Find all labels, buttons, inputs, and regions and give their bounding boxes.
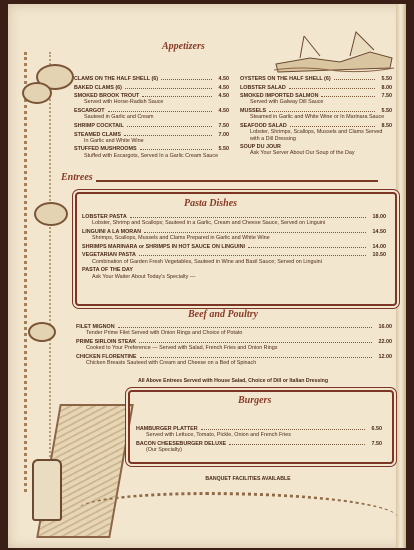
menu-item [240,85,392,91]
section-title-burgers: Burgers [238,395,272,406]
menu-item [76,324,392,337]
appetizers-left-column [74,76,229,161]
leader-dots [124,135,211,136]
menu-item [74,93,229,106]
leader-dots [142,96,211,97]
leader-dots [229,444,364,445]
menu-item-name: STUFFED MUSHROOMS [74,146,137,153]
menu-item-description: Ask Your Waiter About Today's Specialty — [92,273,196,280]
menu-item [82,244,386,250]
menu-item-price: 5.50 [381,108,392,115]
leader-dots [118,327,372,328]
menu-item-price: 16.00 [378,324,392,330]
section-title-pasta: Pasta Dishes [184,198,238,209]
menu-item-row [240,76,392,82]
menu-item-description: In Garlic and White Wine [84,137,144,144]
menu-item-price: 4.50 [218,93,229,100]
menu-item [240,76,392,82]
menu-item-name: LOBSTER PASTA [82,214,127,220]
menu-item-description: Tender Prime Filet Served with Onion Rings and Choice of Potato [86,330,243,337]
menu-item-name: SMOKED IMPORTED SALMON [240,93,319,100]
menu-item-name: CLAMS ON THE HALF SHELL (6) [74,76,159,82]
menu-item-name: SHRIMP COCKTAIL [74,122,124,129]
menu-item-name: PASTA OF THE DAY [82,267,133,274]
menu-item-description: Served with Horse-Radish Sauce [84,99,164,106]
menu-item-name: VEGETARIAN PASTA [82,252,136,259]
menu-item [240,123,392,142]
menu-item-name: HAMBURGER PLATTER [136,426,198,432]
menu-item-name: SMOKED BROOK TROUT [74,93,140,100]
menu-item-price: 8.00 [381,84,392,91]
menu-item-price: 14.00 [372,243,386,250]
menu-item-name: CHICKEN FLORENTINE [76,353,137,360]
menu-item-name: MUSSELS [240,108,267,115]
menu-item [74,123,229,129]
menu-item-name: STEAMED CLAMS [74,131,122,138]
menu-item-row [74,123,229,129]
menu-item-name: BAKED CLAMS (6) [74,84,122,91]
menu-item-description: Shrimps, Scallops, Mussels and Clams Prepared in Garlic and White Wine [92,235,270,242]
lantern-illustration [32,459,62,521]
menu-item-description: Cooked to Your Preference — Served with Salad, French Fries and Onion Rings [86,345,278,352]
menu-item-price: 5.50 [381,76,392,82]
menu-item [74,108,229,121]
leader-dots [125,88,212,89]
leader-dots [144,232,366,233]
menu-item-description: Steamed in Garlic and White Wine or In Marinara Sauce [250,114,385,121]
menu-item-name: SEAFOOD SALAD [240,122,287,129]
rock-illustration [28,322,56,342]
menu-item-price: 14.50 [372,228,386,235]
page-fold [396,4,406,548]
menu-item [82,267,386,280]
leader-dots [140,149,212,150]
menu-item [74,132,229,145]
menu-item-description: Combination of Garden Fresh Vegetables, Sauteed in Wine and Basil Sauce; Served on Linguini [92,258,322,265]
section-title-entrees: Entrees [58,172,96,183]
menu-item-description: Lobster, Shrimps, Scallops, Mussels and Clams Served with a Dill Dressing [250,129,383,142]
menu-item-row [240,85,392,91]
menu-item-row [74,85,229,91]
menu-item-price: 5.50 [218,146,229,153]
shoreline-illustration [78,492,398,535]
menu-item [136,426,382,439]
rock-illustration [34,202,68,226]
menu-item-description: Chicken Breasts Sauteed with Cream and Cheese on a Bed of Spinach [86,360,257,367]
menu-item [74,76,229,82]
leader-dots [139,255,366,256]
leader-dots [269,111,374,112]
menu-item-name: LINGUINI A LA MORAN [82,228,141,235]
menu-item [74,85,229,91]
section-title-beef-poultry: Beef and Poultry [188,309,258,320]
leader-dots [321,96,374,97]
menu-item-name: SOUP DU JOUR [240,144,281,151]
menu-item-name: ESCARGOT [74,108,105,115]
appetizers-right-column [240,76,392,159]
menu-item [136,441,382,454]
pasta-list [82,214,386,282]
section-title-appetizers: Appetizers [162,41,205,52]
menu-item [240,108,392,121]
menu-item-name: FILET MIGNON [76,324,115,330]
leader-dots [248,247,365,248]
menu-item-description: Lobster, Shrimp and Scallops; Sauteed in a Garlic, Cream and Cheese Sauce, Served on Linguini [92,220,326,227]
leader-dots [201,429,365,430]
menu-item-name: OYSTERS ON THE HALF SHELL (6) [240,76,331,82]
menu-item-description: Served with Lettuce, Tomato, Pickle, Onion and French Fries [146,432,291,439]
menu-item-description: (Our Specialty) [146,447,182,454]
leader-dots [290,126,375,127]
menu-item-name: LOBSTER SALAD [240,84,286,91]
harbor-boat-illustration [270,28,398,76]
menu-item-price: 7.50 [218,122,229,129]
menu-item-description: Served with Galway Dill Sauce [250,99,324,106]
menu-item [240,93,392,106]
entrees-rule [96,180,378,182]
menu-item [82,214,386,227]
menu-item-price: 22.00 [378,338,392,345]
menu-item-name: SHRIMPS MARINARA or SHRIMPS IN HOT SAUCE ON LINGUINI [82,243,246,250]
menu-item-price: 4.50 [218,108,229,115]
leader-dots [161,79,211,80]
leader-dots [140,357,372,358]
menu-item-price: 12.00 [378,353,392,360]
leader-dots [334,79,375,80]
burgers-list [136,426,382,456]
menu-item-price: 7.50 [381,93,392,100]
menu-item-price: 4.50 [218,76,229,82]
menu-item-description: Sauteed in Garlic and Cream [84,114,154,121]
menu-item-price: 10.50 [372,252,386,259]
banquet-notice: BANQUET FACILITIES AVAILABLE [205,476,291,482]
menu-item [76,339,392,352]
menu-item-row [82,244,386,250]
menu-page [8,4,406,548]
leader-dots [127,126,212,127]
menu-item-price: 18.00 [372,214,386,220]
menu-item-price: 4.50 [218,84,229,91]
menu-item-description: Stuffed with Escargots, Served In a Garlic Cream Sauce [84,152,219,159]
beef-poultry-list [76,324,392,369]
menu-item-price: 6.50 [371,426,382,432]
leader-dots [108,111,212,112]
menu-item-row [74,76,229,82]
entrees-note: All Above Entrees Served with House Salad, Choice of Dill or Italian Dressing [137,378,329,384]
menu-item [76,354,392,367]
menu-item-name: PRIME SIRLOIN STEAK [76,338,137,345]
leader-dots [130,217,366,218]
rope-border [24,52,51,492]
rock-illustration [22,82,52,104]
menu-item [82,252,386,265]
menu-item-name: BACON CHEESEBURGER DELUXE [136,440,227,447]
leader-dots [289,88,375,89]
menu-item-price: 8.50 [381,122,392,129]
menu-item-price: 7.00 [218,131,229,138]
menu-item [240,144,392,157]
menu-item [82,229,386,242]
menu-item [74,146,229,159]
menu-item-price: 7.50 [371,440,382,447]
leader-dots [139,342,371,343]
menu-item-description: Ask Your Server About Our Soup of the Day [250,150,355,157]
